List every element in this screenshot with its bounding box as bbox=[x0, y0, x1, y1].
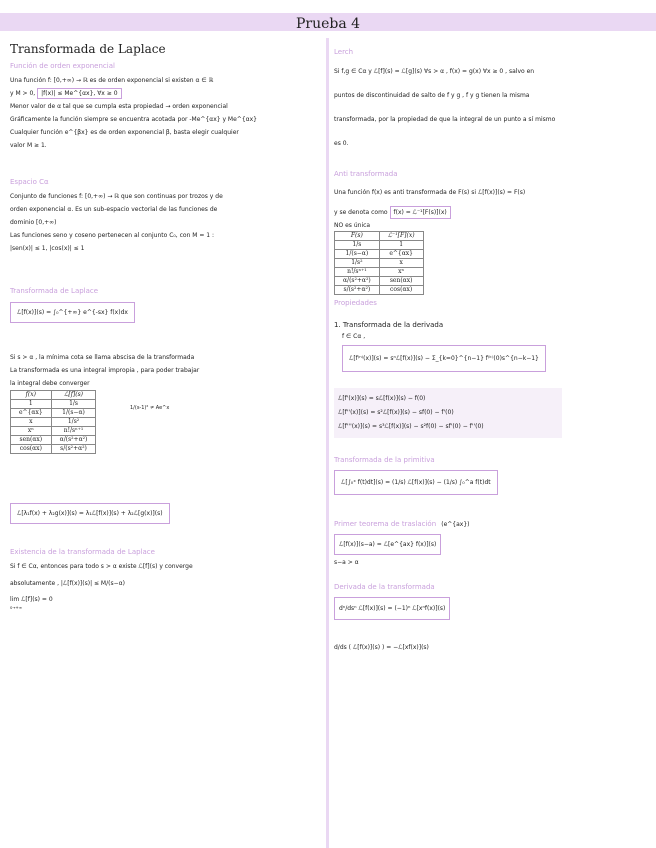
laplace-table bbox=[10, 390, 96, 454]
table-cell: 1/s bbox=[335, 241, 380, 250]
section-title-primitiva: Transformada de la primitiva bbox=[334, 456, 435, 464]
table-cell: 1 bbox=[379, 241, 423, 250]
lerch-line2: puntos de discontinuidad de salto de f y g , f y g tienen la misma bbox=[334, 92, 530, 99]
anti-line1: Una función f(x) es anti transformada de F(s) si ℒ[f(x)](s) = F(s) bbox=[334, 189, 526, 196]
table-cell: s/(s²+α²) bbox=[51, 445, 96, 454]
table-row bbox=[335, 268, 424, 277]
anti-table bbox=[334, 231, 424, 295]
table-cell: sen(αx) bbox=[11, 436, 52, 445]
section-title-existencia: Existencia de la transformada de Laplace bbox=[10, 548, 155, 556]
exp-order-line2-pre: y M > 0, bbox=[10, 90, 36, 97]
table-cell: xⁿ bbox=[11, 427, 52, 436]
exp-order-line6: valor M ≥ 1. bbox=[10, 142, 47, 149]
table-row bbox=[11, 436, 96, 445]
table-cell: x bbox=[379, 259, 423, 268]
left-column bbox=[10, 38, 320, 611]
page-title: Prueba 4 bbox=[295, 16, 361, 32]
translation-formula-box: ℒ[f(x)](s−a) = ℒ[e^{ax} f(x)](s) bbox=[334, 534, 441, 555]
derivative-example-1: ℒ[f'(x)](s) = sℒ[f(x)](s) − f(0) bbox=[338, 395, 426, 402]
table-cell: 1/s bbox=[51, 400, 96, 409]
table-row bbox=[335, 241, 424, 250]
exp-order-line5: Cualquier función e^{βx} es de orden exponencial β, basta elegir cualquier bbox=[10, 129, 239, 136]
table-cell: e^{αx} bbox=[379, 250, 423, 259]
derivative-example-3: ℒ[f'''(x)](s) = s³ℒ[f(x)](s) − s²f(0) − sf'(0) − f''(0) bbox=[338, 423, 484, 430]
section-title-traslacion: Primer teorema de traslación bbox=[334, 520, 437, 528]
linearity-box: ℒ[λ₁f(x) + λ₂g(x)](s) = λ₁ℒ[f(x)](s) + λ₂ℒ[g(x)](s) bbox=[10, 503, 170, 524]
table-row bbox=[11, 427, 96, 436]
anti-not-unique: NO es única bbox=[334, 222, 371, 229]
derivative-example-2: ℒ[f''(x)](s) = s²ℒ[f(x)](s) − sf(0) − f'(0) bbox=[338, 409, 454, 416]
column-divider bbox=[326, 38, 329, 848]
table-cell: 1/s² bbox=[51, 418, 96, 427]
espacio-line4: Las funciones seno y coseno pertenecen al conjunto C₀, con M = 1 : bbox=[10, 232, 215, 239]
exp-order-line2 bbox=[10, 87, 320, 100]
table-row bbox=[335, 250, 424, 259]
table-cell: e^{αx} bbox=[11, 409, 52, 418]
traslacion-title-suffix: (e^{ax}) bbox=[441, 521, 470, 528]
section-title-lerch: Lerch bbox=[334, 48, 354, 56]
prop-item1: 1. Transformada de la derivada bbox=[334, 321, 444, 329]
transformada-line3: la integral debe converger bbox=[10, 380, 90, 387]
lerch-line4: es 0. bbox=[334, 140, 349, 147]
section-title-exp-order: Función de orden exponencial bbox=[10, 62, 115, 70]
exp-order-line4: Gráficamente la función siempre se encuentra acotada por -Me^{αx} y Me^{αx} bbox=[10, 116, 257, 123]
existencia-line1: Si f ∈ Cα, entonces para todo s > α existe ℒ[f](s) y converge bbox=[10, 563, 193, 570]
section-title-derivada-transf: Derivada de la transformada bbox=[334, 583, 435, 591]
anti-line2-pre: y se denota como bbox=[334, 209, 388, 216]
page-header bbox=[0, 13, 656, 31]
anti-table-header: ℒ⁻¹[F](x) bbox=[379, 232, 423, 241]
lerch-line1: Si f,g ∈ Cα y ℒ[f](s) = ℒ[g](s) ∀s > α , f(x) = g(x) ∀x ≥ 0 , salvo en bbox=[334, 68, 535, 75]
table-cell: xⁿ bbox=[379, 268, 423, 277]
existencia-limit-sub: s→+∞ bbox=[10, 605, 23, 610]
exp-order-line1: Una función f: [0,+∞) → ℝ es de orden exponencial si existen α ∈ ℝ bbox=[10, 77, 214, 84]
espacio-line2: orden exponencial α. Es un sub-espacio vectorial de las funciones de bbox=[10, 206, 218, 213]
espacio-line1: Conjunto de funciones f: [0,+∞) → ℝ que son continuas por trozos y de bbox=[10, 193, 223, 200]
existencia-line2: absolutamente , |ℒ[f(x)](s)| ≤ M/(s−α) bbox=[10, 580, 125, 587]
table-row bbox=[11, 418, 96, 427]
laplace-table-header: f(x) bbox=[11, 391, 52, 400]
laplace-table-header: ℒ[f](s) bbox=[51, 391, 96, 400]
table-row bbox=[335, 259, 424, 268]
laplace-table-wrap bbox=[10, 390, 320, 500]
right-column bbox=[334, 38, 650, 654]
table-cell: x bbox=[11, 418, 52, 427]
anti-table-header: F(s) bbox=[335, 232, 380, 241]
table-cell: 1/(s−α) bbox=[51, 409, 96, 418]
derivative-examples bbox=[334, 388, 562, 438]
table-cell: s/(s²+α²) bbox=[335, 286, 380, 295]
exp-order-bound-box: |f(x)| ≤ Me^{αx}, ∀x ≥ 0 bbox=[37, 88, 121, 99]
side-note: 1/(s-1)² ≠ Ae^x bbox=[130, 405, 170, 411]
section-title-transformada: Transformada de Laplace bbox=[10, 287, 99, 295]
anti-line2 bbox=[334, 204, 650, 221]
table-row bbox=[11, 400, 96, 409]
section-title-espacio: Espacio Cα bbox=[10, 178, 49, 186]
espacio-line5: |sen(x)| ≤ 1, |cos(x)| ≤ 1 bbox=[10, 245, 85, 252]
table-cell: 1 bbox=[11, 400, 52, 409]
table-row bbox=[335, 286, 424, 295]
traslacion-title-row bbox=[334, 511, 650, 531]
transformada-line1: Si s > α , la mínima cota se llama abscisa de la transformada bbox=[10, 354, 195, 361]
table-row bbox=[11, 409, 96, 418]
section-title-propiedades: Propiedades bbox=[334, 299, 377, 307]
main-heading: Transformada de Laplace bbox=[10, 42, 166, 56]
table-cell: n!/sⁿ⁺¹ bbox=[51, 427, 96, 436]
table-cell: α/(s²+α²) bbox=[335, 277, 380, 286]
primitive-formula-box: ℒ[∫₀ˣ f(t)dt](s) = (1/s) ℒ[f(x)](s) − (1/s) ∫₀^a f(t)dt bbox=[334, 470, 498, 495]
transform-derivative-box: dⁿ/dsⁿ ℒ[f(x)](s) = (−1)ⁿ ℒ[xⁿf(x)](s) bbox=[334, 597, 450, 620]
table-cell: n!/sⁿ⁺¹ bbox=[335, 268, 380, 277]
table-cell: 1/s² bbox=[335, 259, 380, 268]
translation-cond: s−a > α bbox=[334, 559, 359, 566]
table-cell: 1/(s−α) bbox=[335, 250, 380, 259]
table-cell: cos(αx) bbox=[11, 445, 52, 454]
exp-order-line3: Menor valor de α tal que se cumpla esta propiedad → orden exponencial bbox=[10, 103, 228, 110]
lerch-line3: transformada, por la propiedad de que la integral de un punto a sí mismo bbox=[334, 116, 556, 123]
espacio-line3: dominio [0,+∞) bbox=[10, 219, 57, 226]
prop-cond: f ∈ Cα , bbox=[342, 333, 366, 340]
table-cell: α/(s²+α²) bbox=[51, 436, 96, 445]
table-cell: cos(αx) bbox=[379, 286, 423, 295]
laplace-definition-box: ℒ[f(x)](s) = ∫₀^{+∞} e^{-sx} f(x)dx bbox=[10, 302, 135, 323]
anti-notation-box: f(x) = ℒ⁻¹[F(s)](x) bbox=[390, 206, 451, 219]
table-row bbox=[335, 277, 424, 286]
existencia-line3: lim ℒ[f](s) = 0 bbox=[10, 596, 53, 603]
table-row bbox=[11, 445, 96, 454]
table-cell: sen(αx) bbox=[379, 277, 423, 286]
transform-derivative-formula2: d/ds ( ℒ[f(x)](s) ) = −ℒ[xf(x)](s) bbox=[334, 644, 429, 651]
section-title-anti: Anti transformada bbox=[334, 170, 398, 178]
transformada-line2: La transformada es una integral impropia , para poder trabajar bbox=[10, 367, 200, 374]
derivative-formula-box: ℒ[f⁽ⁿ⁾(x)](s) = sⁿℒ[f(x)](s) − Σ_{k=0}^{n−1} f⁽ᵏ⁾(0)s^{n−k−1} bbox=[342, 345, 546, 372]
